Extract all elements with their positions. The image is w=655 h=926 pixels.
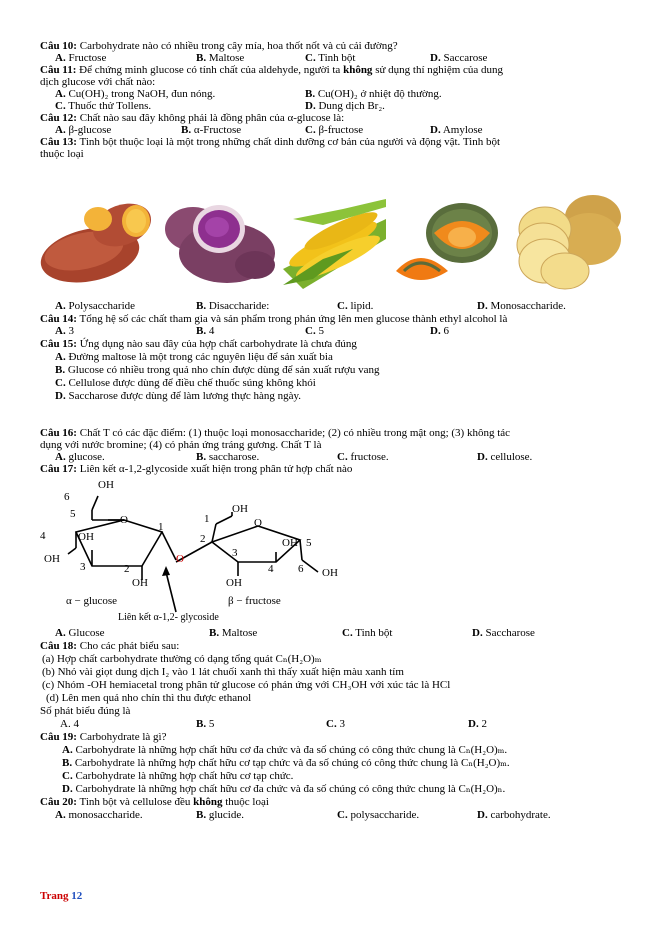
option-c: C. polysaccharide. — [337, 809, 420, 821]
svg-text:3: 3 — [232, 547, 238, 559]
option-c: C. β-fructose — [305, 124, 364, 136]
option-a: A. Carbohydrate là những hợp chất hữu cơ đa chức và đa số chúng có công thức chung là Cₙ(H₂O)ₘ. — [62, 744, 508, 756]
option-a: A. monosaccharide. — [55, 809, 143, 821]
svg-text:6: 6 — [64, 491, 70, 503]
option-a: A. Đường maltose là một trong các nguyên liệu để sản xuất bia — [55, 351, 333, 363]
option-b: B. 4 — [196, 325, 215, 337]
corn-image — [283, 189, 386, 293]
option-c: C. Thuốc thử Tollens. — [55, 100, 152, 112]
option-c: C. Cellulose được dùng để điều chế thuốc súng không khói — [55, 377, 316, 389]
svg-text:6: 6 — [298, 563, 304, 575]
option-a: A. β-glucose — [55, 124, 112, 136]
svg-text:Liên kết α-1,2- glycoside: Liên kết α-1,2- glycoside — [118, 612, 219, 623]
question-14: Câu 14: Tổng hệ số các chất tham gia và sản phẩm trong phản ứng lên men glucose thành ethyl alcohol là — [40, 313, 508, 325]
potato-image — [505, 189, 623, 293]
option-c: C. Tinh bột — [342, 627, 393, 639]
option-c: C. lipid. — [337, 300, 374, 312]
svg-text:3: 3 — [80, 561, 86, 573]
svg-text:O: O — [176, 553, 184, 565]
option-d: D. Saccarose — [430, 52, 488, 64]
svg-text:2: 2 — [124, 563, 130, 575]
question-15: Câu 15: Ứng dụng nào sau đây của hợp chất carbohydrate là chưa đúng — [40, 338, 357, 350]
svg-text:5: 5 — [306, 537, 312, 549]
option-b: B. Maltose — [196, 52, 245, 64]
option-a: A. Cu(OH)₂ trong NaOH, đun nóng. — [55, 88, 216, 100]
question-13-cont: thuộc loại — [40, 148, 84, 160]
page-word: Trang — [40, 890, 69, 902]
question-11: Câu 11: Để chứng minh glucose có tính chất của aldehyde, người ta không sử dụng thí nghiệm của dung — [40, 64, 504, 76]
option-d: D. 2 — [468, 718, 487, 730]
option-d: D. carbohydrate. — [477, 809, 551, 821]
svg-text:OH: OH — [282, 537, 298, 549]
page-footer — [40, 890, 82, 902]
statement-c: (c) Nhóm -OH hemiacetal trong phân tử glucose có phản ứng với CH₃OH với xúc tác là HCl — [42, 679, 451, 691]
option-c: C. 5 — [305, 325, 324, 337]
option-b: B. Carbohydrate là những hợp chất hữu cơ tạp chức và đa số chúng có công thức chung là Cₙ(H₂O)ₘ. — [62, 757, 510, 769]
question-16-cont: dụng với nước bromine; (4) có phản ứng tráng gương. Chất T là — [40, 439, 322, 451]
svg-text:α − glucose: α − glucose — [66, 595, 118, 607]
question-19: Câu 19: Carbohydrate là gì? — [40, 731, 167, 743]
svg-text:β − fructose: β − fructose — [228, 595, 281, 607]
svg-text:O: O — [120, 514, 128, 526]
svg-text:OH: OH — [226, 577, 242, 589]
question-11-cont: dịch glucose với chất nào: — [40, 76, 156, 88]
svg-text:OH: OH — [232, 503, 248, 515]
svg-text:OH: OH — [322, 567, 338, 579]
svg-text:OH: OH — [44, 553, 60, 565]
sucrose-structure-diagram — [36, 476, 366, 624]
option-b: B. glucide. — [196, 809, 244, 821]
option-a: A. 4 — [60, 718, 79, 730]
option-d: D. Monosaccharide. — [477, 300, 566, 312]
svg-text:O: O — [254, 517, 262, 529]
question-13: Câu 13: Tinh bột thuộc loại là một trong những chất dinh dưỡng cơ bản của người và động vật. Tinh bột — [40, 136, 501, 148]
option-b: B. Maltose — [209, 627, 258, 639]
svg-text:2: 2 — [200, 533, 206, 545]
option-b: B. saccharose. — [196, 451, 260, 463]
question-text: Carbohydrate nào có nhiều trong cây mía, hoa thốt nốt và củ cải đường? — [76, 40, 398, 52]
option-d: D. Saccharose được dùng để làm lương thực hàng ngày. — [55, 390, 301, 402]
arrow-head — [162, 566, 170, 576]
option-a: A. Polysaccharide — [55, 300, 136, 312]
svg-text:4: 4 — [268, 563, 274, 575]
option-b: B. Disaccharide: — [196, 300, 270, 312]
question-10 — [40, 40, 398, 52]
question-label: Câu 10: — [40, 40, 77, 52]
option-a: A. 3 — [55, 325, 74, 337]
option-d: D. Amylose — [430, 124, 483, 136]
option-d: D. 6 — [430, 325, 449, 337]
count-question: Số phát biểu đúng là — [40, 705, 131, 717]
option-b: B. Glucose có nhiều trong quả nho chín được dùng để sản xuất rượu vang — [55, 364, 380, 376]
option-d: D. cellulose. — [477, 451, 533, 463]
question-12: Câu 12: Chất nào sau đây không phải là đồng phân của α-glucose là: — [40, 112, 345, 124]
option-c: C. Carbohydrate là những hợp chất hữu cơ tạp chức. — [62, 770, 294, 782]
svg-text:1: 1 — [158, 521, 164, 533]
option-d: D. Saccharose — [472, 627, 535, 639]
question-16: Câu 16: Chất T có các đặc điểm: (1) thuộc loại monosaccharide; (2) có nhiều trong mật ong; (3) không tác — [40, 427, 511, 439]
statement-b: (b) Nhỏ vài giọt dung dịch I₂ vào 1 lát chuối xanh thì thấy xuất hiện màu xanh tím — [42, 666, 404, 678]
svg-text:OH: OH — [98, 479, 114, 491]
purple-sweet-potato-image — [163, 189, 278, 293]
option-a: A. Glucose — [55, 627, 105, 639]
option-c: C. Tinh bột — [305, 52, 356, 64]
pumpkin-image — [390, 189, 500, 293]
option-d: D. Carbohydrate là những hợp chất hữu cơ đa chức và đa số chúng có công thức chung là Cₙ(H₂O)ₙ. — [62, 783, 506, 795]
statement-a: (a) Hợp chất carbohydrate thường có dạng tổng quát Cₙ(H₂O)ₘ — [42, 653, 322, 665]
question-20: Câu 20: Tinh bột và cellulose đều không thuộc loại — [40, 796, 269, 808]
option-a: A. Fructose — [55, 52, 107, 64]
page-number: 12 — [71, 890, 83, 902]
question-17: Câu 17: Liên kết α-1,2-glycoside xuất hiện trong phân tử hợp chất nào — [40, 463, 353, 475]
option-b: B. Cu(OH)₂ ở nhiệt độ thường. — [305, 88, 442, 100]
svg-text:4: 4 — [40, 530, 46, 542]
svg-text:1: 1 — [204, 513, 210, 525]
svg-text:OH: OH — [78, 531, 94, 543]
svg-text:OH: OH — [132, 577, 148, 589]
sweet-potato-image — [40, 189, 158, 293]
option-c: C. 3 — [326, 718, 345, 730]
option-d: D. Dung dịch Br₂. — [305, 100, 385, 112]
option-b: B. α-Fructose — [181, 124, 242, 136]
question-18: Câu 18: Cho các phát biểu sau: — [40, 640, 180, 652]
option-a: A. glucose. — [55, 451, 105, 463]
svg-text:5: 5 — [70, 508, 76, 520]
option-c: C. fructose. — [337, 451, 389, 463]
option-b: B. 5 — [196, 718, 215, 730]
statement-d: (d) Lên men quả nho chín thì thu được ethanol — [46, 692, 252, 704]
